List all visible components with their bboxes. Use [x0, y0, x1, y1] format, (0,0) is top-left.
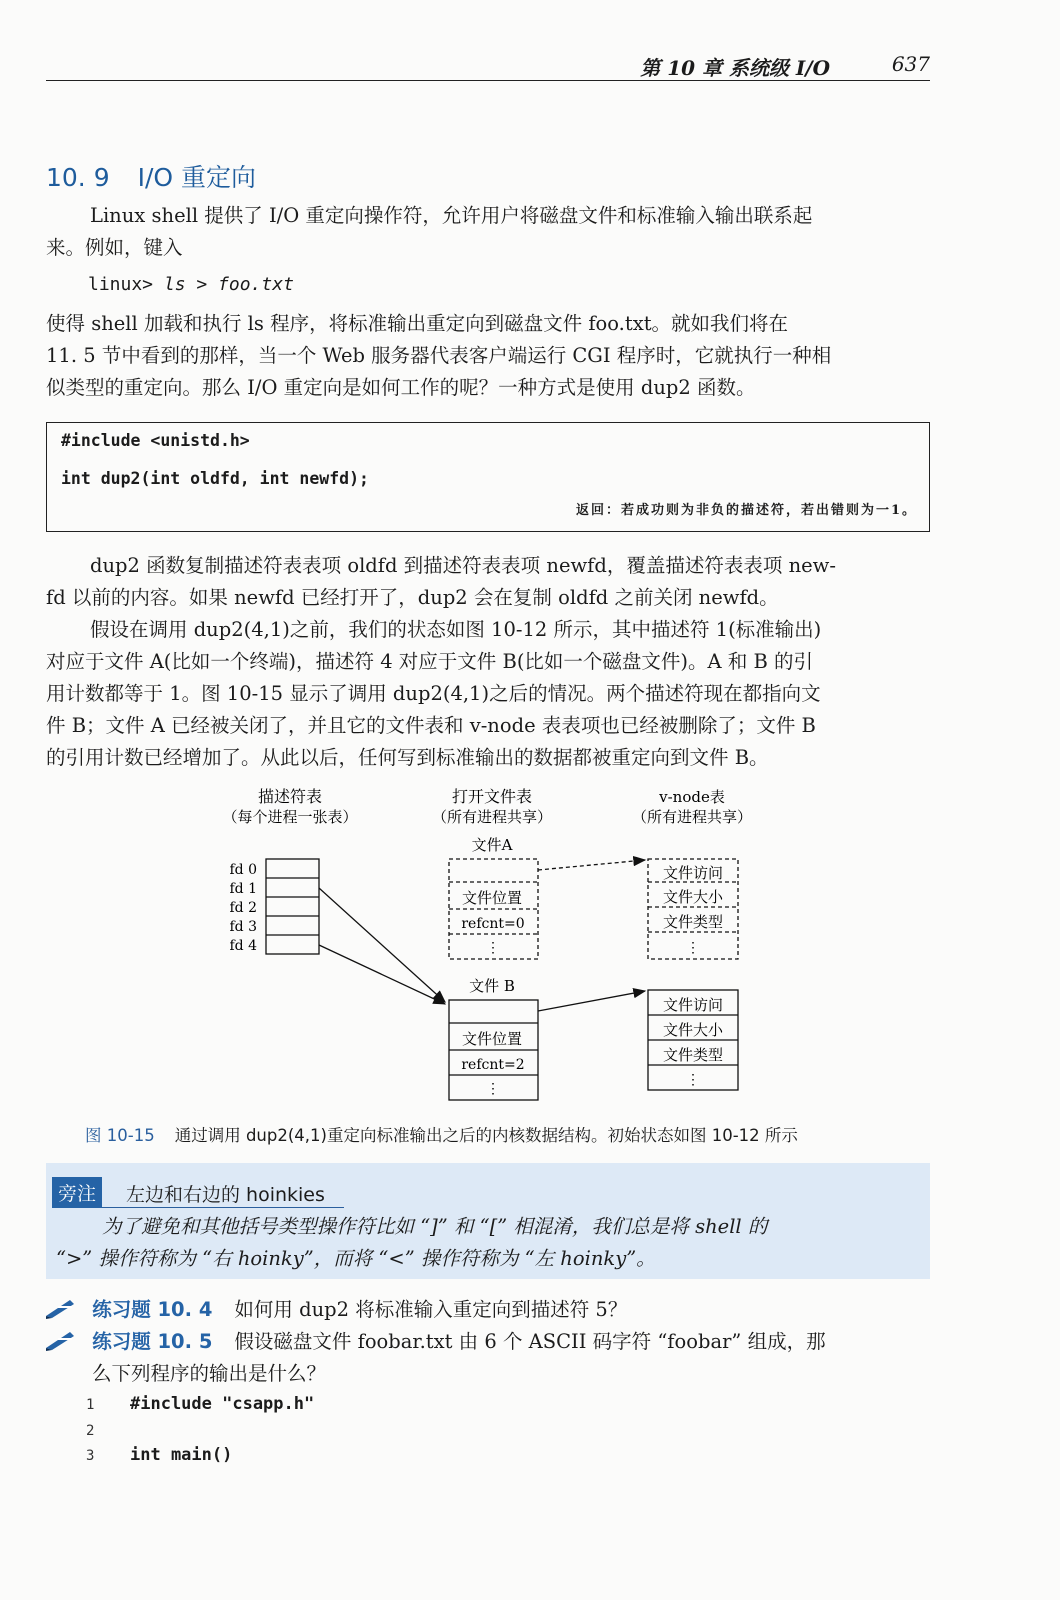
shell-command: [88, 274, 294, 295]
signature-line: int dup2(int oldfd, int newfd);: [61, 469, 369, 488]
descriptor-table-subtitle: （每个进程一张表）: [222, 808, 358, 826]
fd-label: fd 0: [229, 862, 257, 878]
fd-label: fd 4: [229, 938, 257, 954]
vnode-b-more: ⋮: [686, 1072, 700, 1088]
function-prototype-box: [46, 422, 930, 532]
code-line: [86, 1394, 314, 1414]
pencil-icon: [44, 1296, 76, 1320]
fd-label: fd 3: [229, 919, 257, 935]
vnode-a-access: 文件访问: [662, 864, 724, 882]
vnode-b-type: 文件类型: [662, 1046, 724, 1064]
aside-body: [56, 1211, 920, 1275]
vnode-table-subtitle: （所有进程共享）: [631, 808, 753, 826]
open-file-table-title: 打开文件表: [451, 787, 533, 806]
descriptor-table-title: 描述符表: [257, 787, 323, 806]
exercise-label: 练习题 10. 5: [92, 1330, 213, 1353]
fd1-to-file-b-arrow: [319, 888, 445, 1002]
text-line: 用计数都等于 1。图 10-15 显示了调用 dup2(4,1)之后的情况。两个描述符现在都指向文: [46, 682, 821, 705]
exercise-10-5: [44, 1326, 930, 1390]
text-line: 假设在调用 dup2(4,1)之前，我们的状态如图 10-12 所示，其中描述符 1(标准输出): [90, 618, 822, 641]
pencil-icon: [44, 1328, 76, 1352]
exercise-text: 假设磁盘文件 foobar.txt 由 6 个 ASCII 码字符 “foobar” 组成，那: [234, 1330, 826, 1353]
aside-title: 左边和右边的 hoinkies: [126, 1184, 325, 1206]
vnode-a-size: 文件大小: [662, 888, 724, 906]
file-a-to-vnode-arrow: [538, 860, 645, 870]
section-heading: I/O 重定向: [137, 163, 257, 192]
code-line: [86, 1445, 232, 1465]
code-listing: [86, 1394, 586, 1474]
file-b-position: 文件位置: [461, 1030, 523, 1048]
text-line: “>” 操作符称为 “右 hoinky”，而将 “<” 操作符称为 “左 hoinky”。: [56, 1247, 656, 1270]
text-line: 件 B；文件 A 已经被关闭了，并且它的文件表和 v-node 表表项也已经被删除了；文件 B: [46, 714, 816, 737]
fd-label: fd 1: [229, 881, 257, 897]
descriptor-table: [229, 859, 319, 954]
kernel-structures-diagram: [0, 780, 1060, 1120]
page-number: 637: [891, 52, 930, 76]
vnode-b-access: 文件访问: [662, 996, 724, 1014]
vnode-a-type: 文件类型: [662, 913, 724, 931]
body-paragraph-1: [46, 550, 931, 614]
fd-label: fd 2: [229, 900, 257, 916]
file-b-refcnt: refcnt=2: [461, 1057, 525, 1073]
file-a-more: ⋮: [486, 940, 500, 956]
vnode-table-title: v-node表: [659, 788, 725, 806]
text-line: 为了避免和其他括号类型操作符比如 “]” 和 “[” 相混淆，我们总是将 shell 的: [102, 1215, 768, 1238]
chapter-title: 第 10 章 系统级 I/O: [640, 56, 830, 80]
open-file-table-subtitle: （所有进程共享）: [431, 808, 553, 826]
section-number: 10. 9: [46, 163, 110, 192]
aside-tag: 旁注: [52, 1177, 102, 1208]
running-header: [46, 50, 930, 81]
text-line: 使得 shell 加载和执行 ls 程序，将标准输出重定向到磁盘文件 foo.txt。就如我们将在: [46, 312, 789, 335]
text-line: 的引用计数已经增加了。从此以后，任何写到标准输出的数据都被重定向到文件 B。: [46, 746, 769, 769]
fd4-to-file-b-arrow: [319, 945, 445, 1004]
figure-caption-text: 通过调用 dup2(4,1)重定向标准输出之后的内核数据结构。初始状态如图 10-12 所示: [174, 1126, 798, 1145]
text-line: fd 以前的内容。如果 newfd 已经打开了，dup2 会在复制 oldfd 之前关闭 newfd。: [46, 586, 779, 609]
intro-paragraph-2: [46, 308, 931, 404]
text-line: Linux shell 提供了 I/O 重定向操作符，允许用户将磁盘文件和标准输入输出联系起: [90, 204, 813, 227]
exercise-label: 练习题 10. 4: [92, 1298, 213, 1321]
file-b-more: ⋮: [486, 1081, 500, 1097]
aside-box: [46, 1163, 930, 1279]
text-line: 11. 5 节中看到的那样，当一个 Web 服务器代表客户端运行 CGI 程序时，它就执行一种相: [46, 344, 832, 367]
file-a-refcnt: refcnt=0: [461, 916, 525, 932]
vnode-b-size: 文件大小: [662, 1021, 724, 1039]
file-a-position: 文件位置: [461, 889, 523, 907]
section-title: [46, 158, 256, 194]
code-line: [86, 1420, 130, 1440]
include-line: #include <unistd.h>: [61, 431, 250, 450]
shell-prompt: linux>: [88, 274, 164, 295]
vnode-a-more: ⋮: [686, 940, 700, 956]
text-line: 对应于文件 A(比如一个终端)，描述符 4 对应于文件 B(比如一个磁盘文件)。A 和 B 的引: [46, 650, 814, 673]
text-line: 似类型的重定向。那么 I/O 重定向是如何工作的呢？一种方式是使用 dup2 函数。: [46, 376, 756, 399]
line-number: 2: [86, 1423, 95, 1439]
aside-header: [52, 1177, 344, 1208]
file-b-to-vnode-arrow: [538, 991, 645, 1011]
shell-command-text: ls > foo.txt: [163, 274, 294, 295]
intro-paragraph: [46, 200, 931, 264]
exercise-text: 如何用 dup2 将标准输入重定向到描述符 5？: [234, 1298, 628, 1321]
return-note: 返回：若成功则为非负的描述符，若出错则为一1。: [575, 503, 917, 518]
exercise-10-4: [44, 1294, 627, 1322]
body-paragraph-2: [46, 614, 931, 774]
figure-caption: [85, 1122, 798, 1146]
file-a-label: 文件A: [471, 836, 513, 854]
code-text: #include "csapp.h": [130, 1394, 315, 1414]
line-number: 3: [86, 1448, 95, 1464]
text-line: dup2 函数复制描述符表表项 oldfd 到描述符表表项 newfd，覆盖描述符表表项 new-: [90, 554, 836, 577]
text-line: 来。例如，键入: [46, 236, 183, 259]
code-text: int main(): [130, 1445, 233, 1465]
line-number: 1: [86, 1397, 95, 1413]
exercise-text: 么下列程序的输出是什么？: [92, 1362, 327, 1385]
file-b-label: 文件 B: [469, 977, 515, 995]
figure-number: 图 10-15: [85, 1126, 155, 1145]
